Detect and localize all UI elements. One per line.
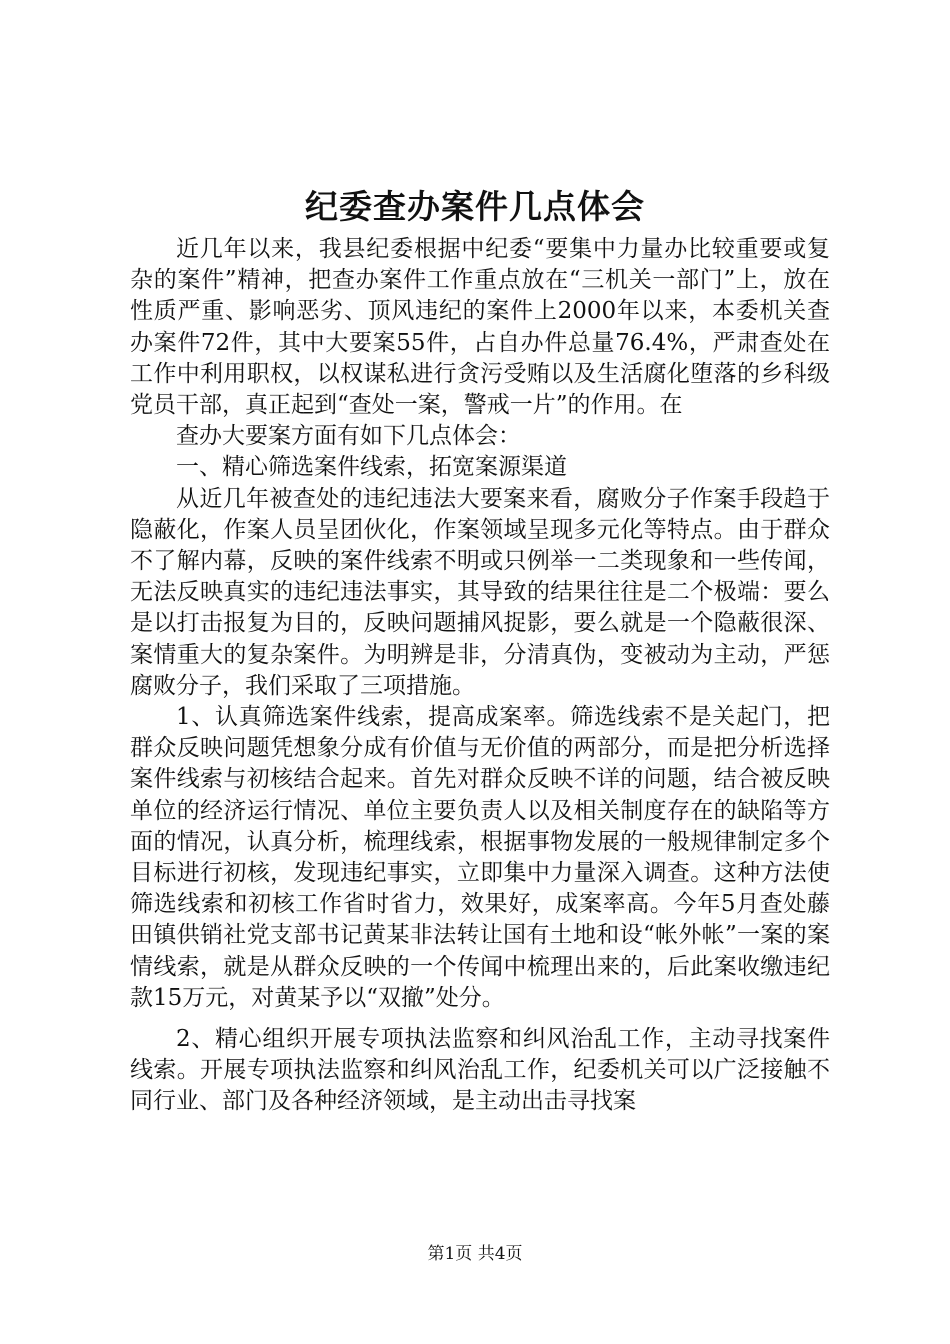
document-title: 纪委查办案件几点体会 — [305, 187, 645, 226]
paragraph-background: 从近几年被查处的违纪违法大要案来看，腐败分子作案手段趋于隐蔽化，作案人员呈团伙化，作案领域呈现多元化等特点。由于群众不了解内幕，反映的案件线索不明或只例举一二类现象和一些传闻，无法反映真实的违纪违法事实，其导致的结果往往是二个极端：要么是以打击报复为目的，反映问题捕风捉影，要么就是一个隐蔽很深、案情重大的复杂案件。为明辨是非，分清真伪，变被动为主动，严惩腐败分子，我们采取了三项措施。 — [130, 485, 830, 699]
document-body — [130, 234, 830, 1118]
paragraph-lead-in: 查办大要案方面有如下几点体会： — [176, 423, 521, 450]
page-indicator: 第1页 共4页 — [427, 1244, 523, 1264]
section-heading-1: 一、精心筛选案件线索，拓宽案源渠道 — [176, 454, 567, 481]
paragraph-measure-2: 2、精心组织开展专项执法监察和纠风治乱工作，主动寻找案件线索。开展专项执法监察和纠风治乱工作，纪委机关可以广泛接触不同行业、部门及各种经济领域，是主动出击寻找案 — [130, 1026, 830, 1115]
paragraph-intro: 近几年以来，我县纪委根据中纪委“要集中力量办比较重要或复杂的案件”精神，把查办案件工作重点放在“三机关一部门”上，放在性质严重、影响恶劣、顶风违纪的案件上2000年以来，本委机关查办案件72件，其中大要案55件，占自办件总量76.4%，严肃查处在工作中利用职权，以权谋私进行贪污受贿以及生活腐化堕落的乡科级党员干部，真正起到“查处一案，警戒一片”的作用。在 — [130, 236, 830, 419]
paragraph-measure-1: 1、认真筛选案件线索，提高成案率。筛选线索不是关起门，把群众反映问题凭想象分成有价值与无价值的两部分，而是把分析选择案件线索与初核结合起来。首先对群众反映不详的问题，结合被反映单位的经济运行情况、单位主要负责人以及相关制度存在的缺陷等方面的情况，认真分析，梳理线索，根据事物发展的一般规律制定多个目标进行初核，发现违纪事实，立即集中力量深入调查。这种方法使筛选线索和初核工作省时省力，效果好，成案率高。今年5月查处藤田镇供销社党支部书记黄某非法转让国有土地和设“帐外帐”一案的案情线索，就是从群众反映的一个传闻中梳理出来的，后此案收缴违纪款15万元，对黄某予以“双撤”处分。 — [130, 704, 830, 1011]
